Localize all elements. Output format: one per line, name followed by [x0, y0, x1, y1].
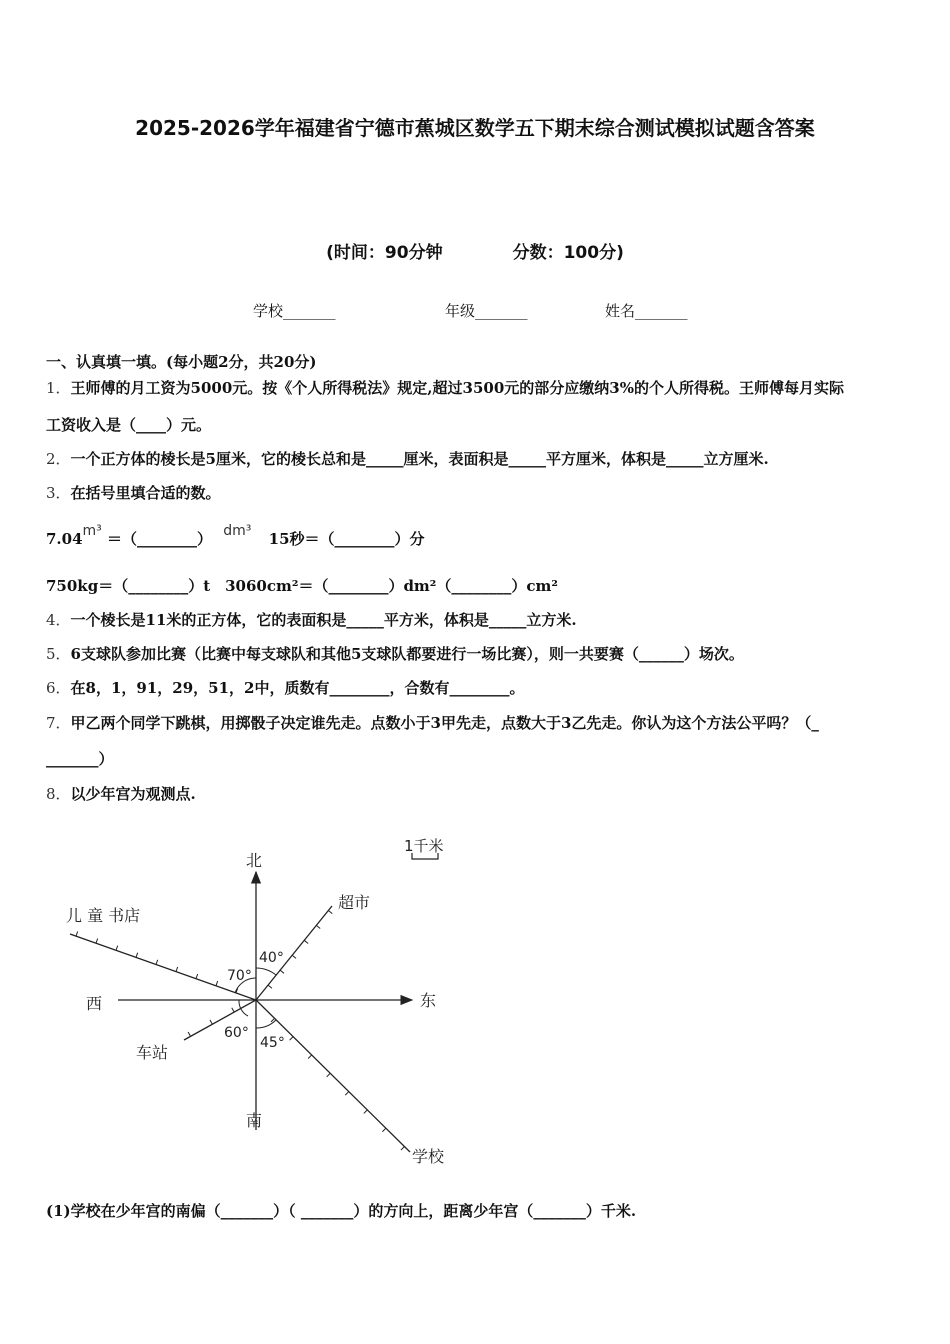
- question-text: 在括号里填合适的数。: [70, 484, 221, 502]
- tick-mark: [210, 1020, 212, 1024]
- page-title: 2025-2026学年福建省宁德市蕉城区数学五下期末综合测试模拟试题含答案: [135, 116, 815, 140]
- angle-40-label: 40°: [259, 950, 284, 966]
- tick-mark: [176, 967, 178, 972]
- tick-mark: [116, 946, 118, 951]
- tick-mark: [96, 939, 98, 944]
- blank-text: ＝（________）: [107, 530, 213, 548]
- unit-m3: m³: [82, 523, 102, 539]
- tick-mark: [216, 981, 218, 986]
- supermarket-label: 超市: [338, 893, 371, 912]
- tick-mark: [364, 1110, 368, 1114]
- school-label: 学校: [412, 1147, 445, 1166]
- question-text: 在8，1，91，29，51，2中，质数有________，合数有________。: [70, 679, 525, 697]
- question-4: [46, 609, 577, 630]
- tick-mark: [345, 1092, 349, 1096]
- tick-mark: [232, 1008, 234, 1012]
- tick-mark: [290, 1037, 294, 1041]
- question-text: 以少年宫为观测点.: [70, 785, 196, 803]
- question-number: 7．: [46, 714, 71, 732]
- question-number: 5．: [46, 645, 71, 663]
- tick-mark: [304, 940, 308, 943]
- tick-mark: [328, 910, 332, 913]
- grade-field[interactable]: 年级_______: [445, 302, 528, 320]
- question-text: 甲乙两个同学下跳棋，用掷骰子决定谁先走。点数小于3甲先走，点数大于3乙先走。你认为这个方法公平吗？（_: [70, 714, 819, 732]
- question-1: [46, 377, 844, 398]
- arc-60: [239, 1000, 248, 1016]
- question-8: [46, 783, 196, 804]
- exam-time: (时间：90分钟: [326, 243, 443, 263]
- exam-meta: [0, 238, 950, 263]
- scale-label: 1千米: [404, 837, 444, 855]
- question-text: 王师傅的月工资为5000元。按《个人所得税法》规定,超过3500元的部分应缴纳3%的个人所得税。王师傅每月实际: [70, 379, 844, 397]
- tick-mark: [292, 955, 296, 958]
- question-text: 一个棱长是11米的正方体，它的表面积是_____平方米，体积是_____立方米.: [70, 611, 577, 629]
- tick-mark: [196, 974, 198, 979]
- question-number: 3．: [46, 484, 71, 502]
- arc-45: [256, 1020, 276, 1028]
- tick-mark: [136, 953, 138, 958]
- bookstore-label: 儿 童 书店: [66, 906, 141, 925]
- tick-mark: [280, 970, 284, 973]
- tick-mark: [327, 1073, 331, 1077]
- question-7-cont: _______）: [46, 750, 114, 768]
- question-number: 8．: [46, 785, 71, 803]
- question-number: 6．: [46, 679, 71, 697]
- west-label: 西: [86, 994, 103, 1013]
- question-number: 2．: [46, 450, 71, 468]
- angle-45-label: 45°: [260, 1035, 285, 1051]
- ray-bookstore: [70, 934, 256, 1000]
- question-6: [46, 677, 524, 698]
- station-label: 车站: [136, 1043, 169, 1062]
- question-3-row-1: [46, 523, 425, 549]
- question-text: 6支球队参加比赛（比赛中每支球队和其他5支球队都要进行一场比赛），则一共要赛（______）场次。: [70, 645, 744, 663]
- tick-mark: [382, 1128, 386, 1132]
- tick-mark: [76, 931, 78, 936]
- exam-score: 分数：100分): [512, 243, 624, 263]
- angle-70-label: 70°: [227, 968, 252, 984]
- question-2: [46, 448, 769, 469]
- unit-dm3: dm³: [223, 523, 252, 539]
- east-label: 东: [420, 991, 437, 1010]
- tick-mark: [268, 985, 272, 988]
- time-conversion: 15秒＝（________）分: [268, 530, 425, 548]
- question-number: 1．: [46, 379, 71, 397]
- tick-mark: [156, 960, 158, 965]
- question-1-cont: 工资收入是（____）元。: [46, 416, 212, 434]
- tick-mark: [308, 1055, 312, 1059]
- north-label: 北: [246, 851, 263, 870]
- tick-mark: [188, 1032, 190, 1036]
- school-field[interactable]: 学校_______: [253, 302, 336, 320]
- south-label: 南: [246, 1111, 263, 1130]
- question-5: [46, 643, 744, 664]
- angle-60-label: 60°: [224, 1025, 249, 1041]
- value-text: 7.04: [46, 530, 83, 548]
- question-3: [46, 482, 221, 503]
- question-text: 一个正方体的棱长是5厘米，它的棱长总和是_____厘米，表面积是_____平方厘米，体积是_____立方厘米.: [70, 450, 769, 468]
- section-heading: 一、认真填一填。(每小题2分，共20分): [46, 353, 317, 371]
- arc-40: [256, 968, 276, 975]
- tick-mark: [401, 1147, 405, 1151]
- question-7: [46, 712, 819, 733]
- name-field[interactable]: 姓名_______: [605, 302, 688, 320]
- question-number: 4．: [46, 611, 71, 629]
- tick-mark: [316, 925, 320, 928]
- ray-school: [256, 1000, 410, 1152]
- question-3-row-2: 750kg＝（________）t 3060cm²＝（________）dm²（________）cm²: [46, 577, 558, 595]
- question-8-sub-1: (1)学校在少年宫的南偏（_______）（ _______）的方向上，距离少年宫（_______）千米.: [46, 1202, 637, 1220]
- direction-diagram: [0, 830, 950, 1180]
